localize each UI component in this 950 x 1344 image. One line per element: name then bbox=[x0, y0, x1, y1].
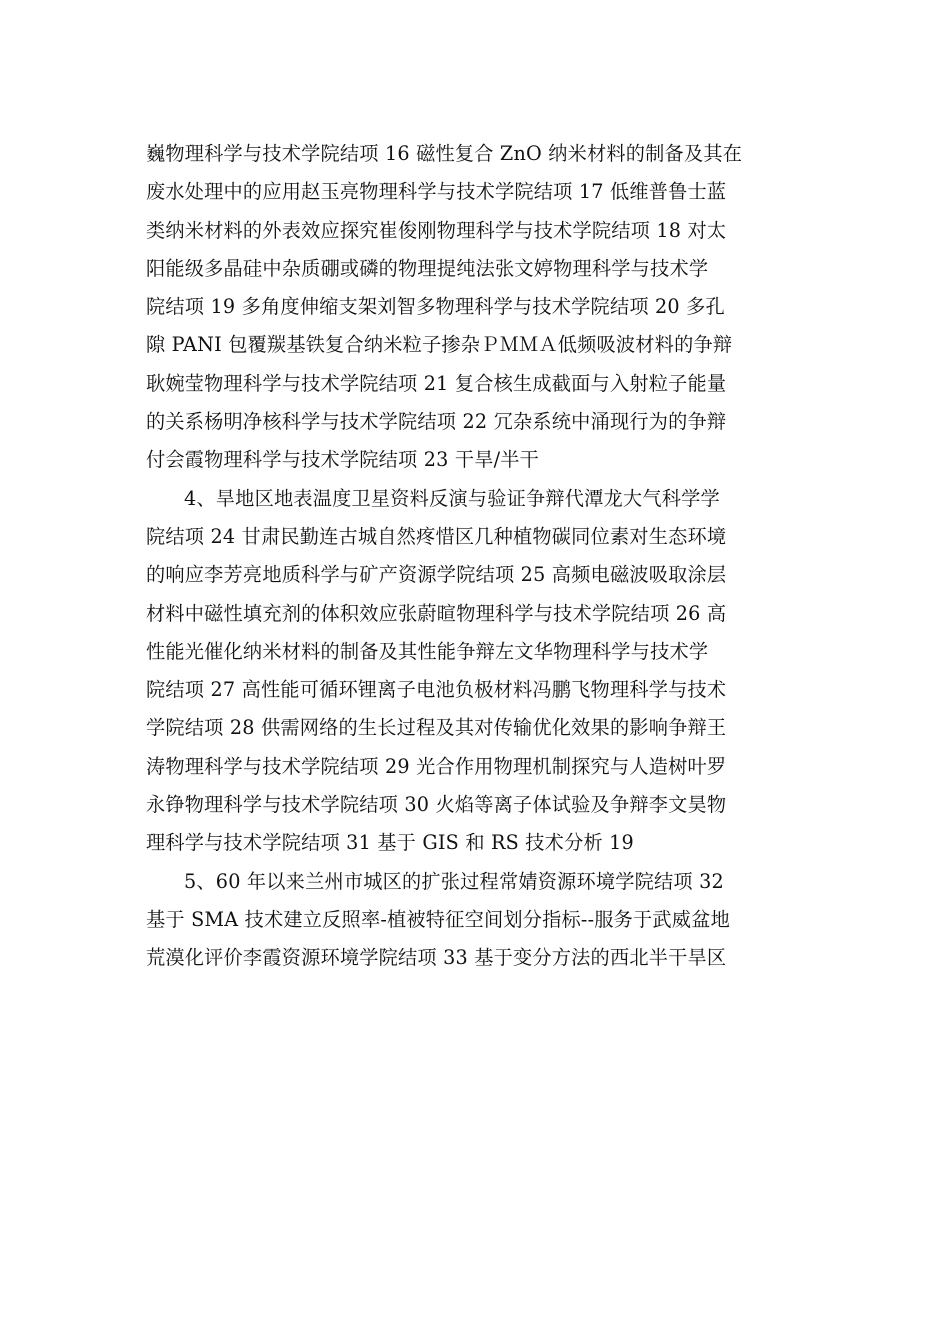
text-line: 基于 SMA 技术建立反照率-植被特征空间划分指标--服务于武威盆地 bbox=[146, 907, 730, 931]
text-line: 涛物理科学与技术学院结项 29 光合作用物理机制探究与人造树叶罗 bbox=[146, 754, 727, 778]
text-line: 材料中磁性填充剂的体积效应张蔚暄物理科学与技术学院结项 26 高 bbox=[146, 601, 727, 625]
text-line: 付会霞物理科学与技术学院结项 23 干旱/半干 bbox=[146, 448, 540, 472]
text-line: 隙 PANI 包覆羰基铁复合纳米粒子掺杂ＰＭＭＡ低频吸波材料的争辩 bbox=[146, 333, 733, 357]
text-line: 废水处理中的应用赵玉亮物理科学与技术学院结项 17 低维普鲁士蓝 bbox=[146, 180, 727, 204]
body-text bbox=[146, 135, 808, 978]
text-line: 巍物理科学与技术学院结项 16 磁性复合 ZnO 纳米材料的制备及其在 bbox=[146, 142, 743, 165]
paragraph-start-line: 5、60 年以来兰州市城区的扩张过程常婧资源环境学院结项 32 bbox=[184, 869, 724, 893]
text-line: 院结项 24 甘肃民勤连古城自然疼惜区几种植物碳同位素对生态环境 bbox=[146, 524, 727, 548]
text-line: 类纳米材料的外表效应探究崔俊刚物理科学与技术学院结项 18 对太 bbox=[146, 218, 727, 242]
text-line: 学院结项 28 供需网络的生长过程及其对传输优化效果的影响争辩王 bbox=[146, 716, 727, 740]
text-line: 院结项 27 高性能可循环锂离子电池负极材料冯鹏飞物理科学与技术 bbox=[146, 678, 727, 702]
text-line: 的响应李芳亮地质科学与矿产资源学院结项 25 高频电磁波吸取涂层 bbox=[146, 563, 727, 587]
text-line: 理科学与技术学院结项 31 基于 GIS 和 RS 技术分析 19 bbox=[146, 831, 634, 855]
text-line: 荒漠化评价李霞资源环境学院结项 33 基于变分方法的西北半干旱区 bbox=[146, 946, 727, 970]
paragraph-start-line: 4、旱地区地表温度卫星资料反演与验证争辩代潭龙大气科学学 bbox=[184, 486, 720, 510]
text-line: 耿婉莹物理科学与技术学院结项 21 复合核生成截面与入射粒子能量 bbox=[146, 371, 727, 395]
text-line: 永铮物理科学与技术学院结项 30 火焰等离子体试验及争辩李文昊物 bbox=[146, 793, 727, 817]
text-line: 性能光催化纳米材料的制备及其性能争辩左文华物理科学与技术学 bbox=[146, 639, 709, 663]
text-line: 阳能级多晶硅中杂质硼或磷的物理提纯法张文婷物理科学与技术学 bbox=[146, 256, 709, 280]
text-line: 院结项 19 多角度伸缩支架刘智多物理科学与技术学院结项 20 多孔 bbox=[146, 295, 725, 319]
text-line: 的关系杨明净核科学与技术学院结项 22 冗杂系统中涌现行为的争辩 bbox=[146, 410, 727, 434]
